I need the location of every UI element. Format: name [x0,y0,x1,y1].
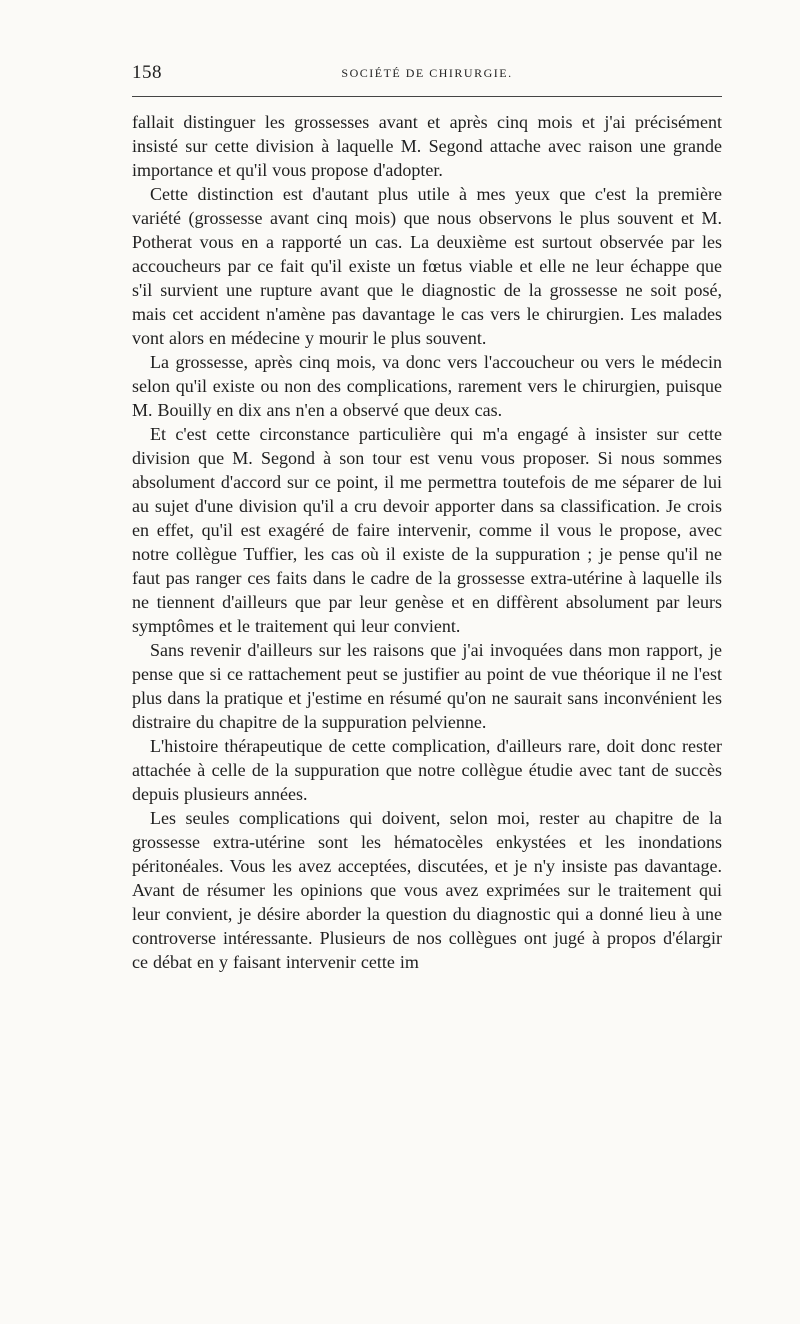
running-title: SOCIÉTÉ DE CHIRURGIE. [341,66,513,80]
paragraph: Et c'est cette circonstance particulière qui m'a engagé à insister sur cette division que M. Segond à son tour est venu vous proposer. Si nous sommes absolument d'accord sur ce point, il me permettra toutefois de me séparer de lui au sujet d'une division qu'il a cru devoir apporter dans sa classification. Je crois en effet, qu'il est exagéré de faire intervenir, comme il vous le propose, avec notre collègue Tuffier, les cas où il existe de la suppuration ; je pense qu'il ne faut pas ranger ces faits dans le cadre de la grossesse extra-utérine à laquelle ils ne tiennent d'ailleurs que par leur genèse et en diffèrent absolument par leurs symptômes et le traitement qui leur convient. [132,424,722,636]
body-text [132,110,722,1200]
paragraph: Sans revenir d'ailleurs sur les raisons que j'ai invoquées dans mon rapport, je pense que si ce rattachement peut se justifier au point de vue théorique il ne l'est plus dans la pratique et j'estime en résumé qu'on ne saurait sans inconvénient les distraire du chapitre de la suppuration pelvienne. [132,640,722,732]
paragraph: Les seules complications qui doivent, selon moi, rester au chapitre de la grossesse extra-utérine sont les hématocèles enkystées et les inondations péritonéales. Vous les avez acceptées, discutées, et je n'y insiste pas davantage. Avant de résumer les opinions que vous avez exprimées sur le traitement qui leur convient, je désire aborder la question du diagnostic qui a donné lieu à une controverse intéressante. Plusieurs de nos collègues ont jugé à propos d'élargir ce débat en y faisant intervenir cette im [132,808,722,972]
paragraph: L'histoire thérapeutique de cette complication, d'ailleurs rare, doit donc rester attachée à celle de la suppuration que notre collègue étudie avec tant de succès depuis plusieurs années. [132,736,722,804]
page-header [132,62,722,86]
paragraph: Cette distinction est d'autant plus utile à mes yeux que c'est la première variété (grossesse avant cinq mois) que nous observons le plus souvent et M. Potherat vous en a rapporté un cas. La deuxième est surtout observée par les accoucheurs par ce fait qu'il existe un fœtus viable et elle ne leur échappe que s'il survient une rupture avant que le diagnostic de la grossesse ne soit posé, mais cet accident n'amène pas davantage le cas vers le chirurgien. Les malades vont alors en médecine y mourir le plus souvent. [132,184,722,348]
header-rule [132,96,722,97]
paragraph: fallait distinguer les grossesses avant et après cinq mois et j'ai précisément insisté sur cette division à laquelle M. Segond attache avec raison une grande importance et qu'il vous propose d'adopter. [132,112,722,180]
paragraph: La grossesse, après cinq mois, va donc vers l'accoucheur ou vers le médecin selon qu'il existe ou non des complications, rarement vers le chirurgien, puisque M. Bouilly en dix ans n'en a observé que deux cas. [132,352,722,420]
page-number: 158 [132,62,162,83]
